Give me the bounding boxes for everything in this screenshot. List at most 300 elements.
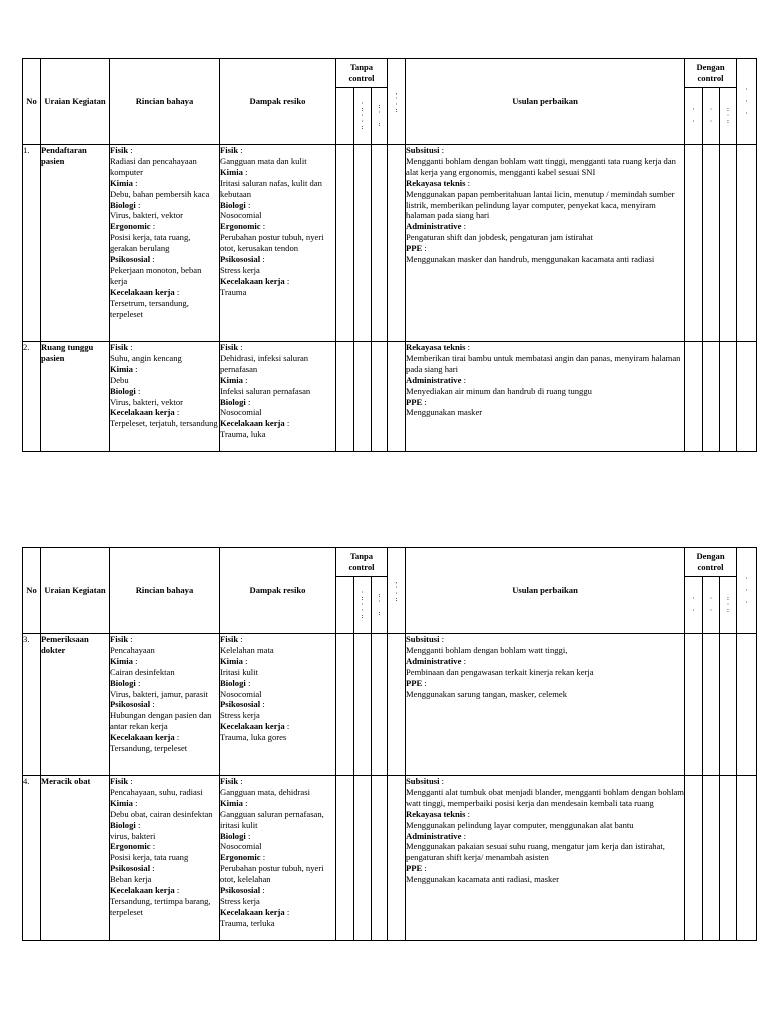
list-entry <box>220 699 335 710</box>
empty-score-cell <box>336 145 354 342</box>
empty-score-cell <box>354 342 372 452</box>
entry-heading: Kimia <box>220 374 243 385</box>
list-entry <box>110 798 219 809</box>
entry-text: Pengaturan shift dan jobdesk, pengaturan jam istirahat <box>406 232 593 243</box>
header-rincian: Rincian bahaya <box>110 548 220 634</box>
table-row <box>23 145 757 342</box>
row-usulan-perbaikan <box>406 634 685 776</box>
entry-colon: : <box>284 275 290 286</box>
list-entry <box>110 145 219 156</box>
row-rincian-bahaya <box>110 776 220 941</box>
entry-text: Cairan desinfektan <box>110 666 175 677</box>
entry-heading: Kimia <box>220 166 243 177</box>
entry-heading: PPE <box>406 396 423 407</box>
entry-colon: : <box>260 254 265 265</box>
table-row <box>23 342 757 452</box>
list-entry <box>406 831 684 842</box>
list-entry <box>220 831 335 842</box>
entry-heading: Fisik <box>220 145 239 155</box>
list-entry <box>110 200 219 211</box>
empty-score-cell <box>720 776 737 941</box>
empty-score-cell <box>685 145 703 342</box>
entry-text: Trauma <box>220 286 247 297</box>
empty-score-cell <box>720 634 737 776</box>
entry-colon: : <box>242 797 248 808</box>
empty-score-cell <box>703 634 720 776</box>
entry-colon: : <box>135 199 141 210</box>
header-sub-3: : · : <box>372 577 388 634</box>
entry-heading: Fisik <box>110 342 129 352</box>
list-entry <box>406 178 684 189</box>
empty-score-cell <box>372 342 388 452</box>
entry-heading: Ergonomic <box>110 841 151 852</box>
entry-text: Menyediakan air minum dan handrub di ruang tunggu <box>406 385 592 396</box>
list-entry <box>110 678 219 689</box>
entry-colon: : <box>135 385 141 396</box>
entry-heading: Subsitusi <box>406 634 440 644</box>
entry-heading: Kecelakaan kerja <box>110 885 175 896</box>
row-rincian-bahaya <box>110 145 220 342</box>
row-rincian-bahaya <box>110 634 220 776</box>
entry-heading: PPE <box>406 677 423 688</box>
empty-score-cell <box>336 776 354 941</box>
entry-heading: Biologi <box>110 199 136 210</box>
entry-text: Perubahan postur tubuh, nyeri otot, kerusakan tendon <box>220 232 324 254</box>
list-entry <box>110 287 219 298</box>
header-sub-1 <box>336 577 354 634</box>
empty-score-cell <box>388 145 406 342</box>
entry-text: Virus, bakteri, vektor <box>110 396 183 407</box>
entry-text: Iritasi kulit <box>220 666 258 677</box>
entry-text: Tersetrum, tersandung, terpeleset <box>110 297 189 319</box>
entry-heading: Administrative <box>406 374 462 385</box>
row-usulan-perbaikan <box>406 776 685 941</box>
entry-colon: : <box>284 721 290 732</box>
entry-colon: : <box>128 634 133 644</box>
header-sub-4: · · <box>685 577 703 634</box>
row-dampak-resiko <box>220 342 336 452</box>
list-entry <box>110 841 219 852</box>
entry-text: Mengganti alat tumbuk obat menjadi blander, mengganti bohlam dengan bohlam watt tinggi, memperbaiki posisi kerja dan mendesain kembali tata ruang <box>406 786 684 808</box>
entry-text: Menggunakan kacamata anti radiasi, masker <box>406 874 559 885</box>
entry-colon: : <box>132 655 138 666</box>
row-dampak-resiko <box>220 776 336 941</box>
entry-colon: : <box>238 342 243 352</box>
entry-heading: Kecelakaan kerja <box>220 906 285 917</box>
entry-text: Mengganti bohlam dengan bohlam watt tinggi, <box>406 644 568 655</box>
list-entry <box>220 907 335 918</box>
header-sub-2: · : · · : <box>354 88 372 145</box>
entry-colon: : <box>150 254 155 265</box>
empty-score-cell <box>703 776 720 941</box>
entry-heading: Rekayasa teknis <box>406 177 466 188</box>
row-number: 2. <box>23 342 41 452</box>
entry-heading: Fisik <box>110 776 129 786</box>
entry-colon: : <box>422 863 427 874</box>
entry-colon: : <box>260 221 266 232</box>
empty-score-cell <box>703 342 720 452</box>
entry-text: Menggunakan masker <box>406 407 483 418</box>
entry-colon: : <box>284 906 290 917</box>
entry-heading: Biologi <box>220 677 246 688</box>
entry-text: Gangguan saluran pernafasan, iritasi kulit <box>220 808 324 830</box>
entry-heading: Rekayasa teknis <box>406 342 466 352</box>
list-entry <box>110 364 219 375</box>
list-entry <box>220 145 335 156</box>
empty-score-cell <box>372 776 388 941</box>
empty-score-cell <box>388 776 406 941</box>
entry-text: Dehidrasi, infeksi saluran pernafasan <box>220 352 309 374</box>
list-entry <box>406 375 684 386</box>
entry-colon: : <box>132 797 138 808</box>
entry-text: Trauma, luka gores <box>220 732 287 743</box>
entry-text: virus, bakteri <box>110 830 156 841</box>
list-entry <box>220 375 335 386</box>
list-entry <box>220 798 335 809</box>
entry-heading: Ergonomic <box>110 221 151 232</box>
empty-score-cell <box>703 145 720 342</box>
entry-heading: Kimia <box>110 655 133 666</box>
header-sub-1 <box>336 88 354 145</box>
entry-colon: : <box>150 699 155 710</box>
entry-colon: : <box>128 776 133 786</box>
entry-text: Nosocomial <box>220 407 262 418</box>
entry-heading: Subsitusi <box>406 145 440 155</box>
list-entry <box>110 178 219 189</box>
empty-score-cell <box>685 342 703 452</box>
list-entry <box>406 342 684 353</box>
entry-text: Iritasi saluran nafas, kulit dan kebutaan <box>220 177 322 199</box>
header-no: No <box>23 548 41 634</box>
entry-text: Pembinaan dan pengawasan terkait kinerja rekan kerja <box>406 666 594 677</box>
list-entry <box>110 254 219 265</box>
list-entry <box>406 809 684 820</box>
entry-text: Suhu, angin kencang <box>110 352 182 363</box>
entry-heading: Kecelakaan kerja <box>110 732 175 743</box>
entry-heading: Administrative <box>406 830 462 841</box>
entry-colon: : <box>242 655 248 666</box>
entry-text: Debu <box>110 374 129 385</box>
list-entry <box>110 221 219 232</box>
entry-colon: : <box>128 145 133 155</box>
entry-text: Pekerjaan monoton, beban kerja <box>110 264 202 286</box>
entry-colon: : <box>135 677 141 688</box>
entry-text: Posisi kerja, tata ruang, gerakan berulang <box>110 232 191 254</box>
entry-colon: : <box>150 863 155 874</box>
table-row <box>23 634 757 776</box>
entry-colon: : <box>238 634 243 644</box>
entry-text: Menggunakan masker dan handrub, menggunakan kacamata anti radiasi <box>406 254 655 265</box>
header-sub-2: · : · · : <box>354 577 372 634</box>
header-sub-6: : · : <box>720 577 737 634</box>
entry-text: Radiasi dan pencahayaan komputer <box>110 155 197 177</box>
entry-text: Virus, bakteri, jamur, parasit <box>110 688 208 699</box>
list-entry <box>110 634 219 645</box>
entry-heading: Ergonomic <box>220 221 261 232</box>
entry-colon: : <box>461 221 466 232</box>
row-dampak-resiko <box>220 145 336 342</box>
list-entry <box>110 656 219 667</box>
entry-heading: Psikososial <box>220 699 261 710</box>
entry-text: Stress kerja <box>220 264 260 275</box>
row-kegiatan: Pemeriksaan dokter <box>41 634 110 776</box>
list-entry <box>220 200 335 211</box>
row-kegiatan: Meracik obat <box>41 776 110 941</box>
entry-heading: Biologi <box>220 830 246 841</box>
entry-colon: : <box>260 885 265 896</box>
header-tanpa-control: Tanpa control <box>336 548 388 577</box>
entry-colon: : <box>245 830 251 841</box>
entry-colon: : <box>439 776 445 786</box>
empty-score-cell <box>372 145 388 342</box>
entry-colon: : <box>245 199 251 210</box>
entry-text: Nosocomial <box>220 210 262 221</box>
empty-score-cell <box>354 634 372 776</box>
entry-text: Nosocomial <box>220 841 262 852</box>
list-entry <box>220 221 335 232</box>
entry-colon: : <box>461 830 466 841</box>
empty-score-cell <box>737 342 757 452</box>
entry-text: Debu obat, cairan desinfektan <box>110 808 213 819</box>
entry-colon: : <box>260 852 266 863</box>
entry-colon: : <box>135 819 141 830</box>
list-entry <box>406 145 684 156</box>
list-entry <box>220 656 335 667</box>
row-kegiatan: Pendaftaran pasien <box>41 145 110 342</box>
entry-text: Kelelahan mata <box>220 644 274 655</box>
entry-colon: : <box>242 166 248 177</box>
entry-text: Stress kerja <box>220 895 260 906</box>
entry-colon: : <box>150 841 156 852</box>
row-kegiatan: Ruang tunggu pasien <box>41 342 110 452</box>
entry-heading: PPE <box>406 243 423 254</box>
list-entry <box>110 732 219 743</box>
entry-text: Memberikan tirai bambu untuk membatasi angin dan panas, menyiram halaman pada siang hari <box>406 352 681 374</box>
list-entry <box>220 397 335 408</box>
list-entry <box>406 243 684 254</box>
entry-colon: : <box>132 363 138 374</box>
list-entry <box>406 776 684 787</box>
entry-colon: : <box>260 699 265 710</box>
list-entry <box>220 276 335 287</box>
header-sub-5: · · <box>703 577 720 634</box>
entry-text: Beban kerja <box>110 874 152 885</box>
empty-score-cell <box>336 634 354 776</box>
entry-heading: Psikososial <box>110 699 151 710</box>
entry-heading: Kimia <box>110 363 133 374</box>
empty-score-cell <box>388 342 406 452</box>
hazard-table-2 <box>22 547 757 941</box>
entry-heading: Kecelakaan kerja <box>110 407 175 418</box>
entry-colon: : <box>132 177 138 188</box>
entry-heading: PPE <box>406 863 423 874</box>
row-dampak-resiko <box>220 634 336 776</box>
entry-heading: Psikososial <box>110 863 151 874</box>
entry-heading: Administrative <box>406 655 462 666</box>
empty-score-cell <box>720 342 737 452</box>
list-entry <box>220 167 335 178</box>
entry-colon: : <box>422 243 427 254</box>
entry-colon: : <box>439 634 445 644</box>
entry-heading: Biologi <box>110 677 136 688</box>
empty-score-cell <box>388 634 406 776</box>
header-usulan: Usulan perbaikan <box>406 548 685 634</box>
entry-heading: Fisik <box>220 342 239 352</box>
entry-heading: Subsitusi <box>406 776 440 786</box>
empty-score-cell <box>354 776 372 941</box>
entry-heading: Psikososial <box>110 254 151 265</box>
entry-text: Nosocomial <box>220 688 262 699</box>
entry-colon: : <box>245 677 251 688</box>
row-usulan-perbaikan <box>406 342 685 452</box>
header-no: No <box>23 59 41 145</box>
entry-heading: Biologi <box>220 396 246 407</box>
entry-text: Menggunakan sarung tangan, masker, celemek <box>406 688 568 699</box>
entry-colon: : <box>465 177 471 188</box>
entry-text: Menggunakan pelindung layar computer, menggunakan alat bantu <box>406 819 634 830</box>
entry-text: Terpeleset, terjatuh, tersandung <box>110 418 218 429</box>
entry-text: Debu, bahan pembersih kaca <box>110 188 210 199</box>
list-entry <box>220 852 335 863</box>
header-tanpa-control: Tanpa control <box>336 59 388 88</box>
entry-heading: Ergonomic <box>220 852 261 863</box>
empty-score-cell <box>372 634 388 776</box>
entry-colon: : <box>150 221 156 232</box>
header-risk-col: , · · : <box>388 548 406 634</box>
empty-score-cell <box>354 145 372 342</box>
entry-heading: Fisik <box>110 145 129 155</box>
list-entry <box>110 407 219 418</box>
header-uraian: Uraian Kegiatan <box>41 548 110 634</box>
entry-heading: Rekayasa teknis <box>406 808 466 819</box>
list-entry <box>220 776 335 787</box>
header-risk-col-2: · · · <box>737 59 757 145</box>
list-entry <box>220 254 335 265</box>
entry-text: Virus, bakteri, vektor <box>110 210 183 221</box>
header-risk-col: , · · : <box>388 59 406 145</box>
entry-text: Gangguan mata dan kulit <box>220 155 307 166</box>
entry-colon: : <box>461 655 466 666</box>
entry-colon: : <box>439 145 445 155</box>
entry-colon: : <box>174 286 180 297</box>
entry-colon: : <box>174 732 180 743</box>
entry-colon: : <box>238 776 243 786</box>
entry-heading: Fisik <box>220 776 239 786</box>
list-entry <box>406 634 684 645</box>
header-sub-5: · · <box>703 88 720 145</box>
entry-text: Menggunakan pakaian sesuai suhu ruang, mengatur jam kerja dan istirahat, pengaturan shift kerja/ menambah asisten <box>406 841 665 863</box>
entry-colon: : <box>242 374 248 385</box>
list-entry <box>220 678 335 689</box>
entry-text: Mengganti bohlam dengan bohlam watt tinggi, mengganti tata ruang kerja dan alat kerja yang ergonomis, mengganti kabel sesuai SNI <box>406 155 676 177</box>
list-entry <box>220 634 335 645</box>
entry-text: Perubahan postur tubuh, nyeri otot, kelelahan <box>220 863 324 885</box>
empty-score-cell <box>685 634 703 776</box>
header-dengan-control: Dengan control <box>685 59 737 88</box>
header-sub-6: : · : <box>720 88 737 145</box>
empty-score-cell <box>737 145 757 342</box>
entry-colon: : <box>461 374 466 385</box>
entry-heading: Kimia <box>110 177 133 188</box>
header-usulan: Usulan perbaikan <box>406 59 685 145</box>
entry-heading: Psikososial <box>220 254 261 265</box>
entry-heading: Biologi <box>110 819 136 830</box>
entry-colon: : <box>465 808 471 819</box>
entry-heading: Kecelakaan kerja <box>220 275 285 286</box>
table-row <box>23 776 757 941</box>
list-entry <box>110 342 219 353</box>
row-number: 1. <box>23 145 41 342</box>
entry-colon: : <box>128 342 133 352</box>
row-rincian-bahaya <box>110 342 220 452</box>
list-entry <box>406 656 684 667</box>
entry-colon: : <box>284 418 290 429</box>
entry-text: Tersandung, tertimpa barang, terpeleset <box>110 895 211 917</box>
entry-colon: : <box>238 145 243 155</box>
empty-score-cell <box>737 634 757 776</box>
entry-heading: Kecelakaan kerja <box>220 721 285 732</box>
row-number: 4. <box>23 776 41 941</box>
header-sub-3: : · : <box>372 88 388 145</box>
entry-text: Posisi kerja, tata ruang <box>110 852 189 863</box>
entry-text: Trauma, terluka <box>220 917 275 928</box>
list-entry <box>406 863 684 874</box>
entry-text: Gangguan mata, dehidrasi <box>220 786 310 797</box>
entry-text: Trauma, luka <box>220 429 266 440</box>
list-entry <box>110 776 219 787</box>
list-entry <box>406 678 684 689</box>
entry-colon: : <box>422 677 427 688</box>
entry-heading: Administrative <box>406 221 462 232</box>
empty-score-cell <box>720 145 737 342</box>
entry-colon: : <box>174 885 180 896</box>
list-entry <box>220 342 335 353</box>
entry-text: Stress kerja <box>220 710 260 721</box>
entry-colon: : <box>174 407 180 418</box>
entry-text: Hubungan dengan pasien dan antar rekan kerja <box>110 710 212 732</box>
empty-score-cell <box>685 776 703 941</box>
entry-heading: Kimia <box>220 655 243 666</box>
header-rincian: Rincian bahaya <box>110 59 220 145</box>
hazard-table-1 <box>22 58 757 452</box>
entry-text: Menggunakan papan pemberitahuan lantai licin, menutup / memindah sumber listrik, memberikan pelindung layar computer, penyekat kaca, menyiram halaman pada siang hari <box>406 188 675 221</box>
header-dampak: Dampak resiko <box>220 548 336 634</box>
entry-heading: Fisik <box>220 634 239 644</box>
entry-heading: Fisik <box>110 634 129 644</box>
list-entry <box>110 885 219 896</box>
entry-heading: Psikososial <box>220 885 261 896</box>
entry-heading: Kecelakaan kerja <box>220 418 285 429</box>
list-entry <box>110 386 219 397</box>
entry-heading: Biologi <box>220 199 246 210</box>
entry-colon: : <box>422 396 427 407</box>
entry-colon: : <box>465 342 471 352</box>
entry-text: Pencahayaan, suhu, radiasi <box>110 786 203 797</box>
header-dampak: Dampak resiko <box>220 59 336 145</box>
list-entry <box>406 397 684 408</box>
list-entry <box>110 699 219 710</box>
entry-text: Infeksi saluran pernafasan <box>220 385 311 396</box>
empty-score-cell <box>336 342 354 452</box>
row-number: 3. <box>23 634 41 776</box>
entry-colon: : <box>245 396 251 407</box>
entry-heading: Kecelakaan kerja <box>110 286 175 297</box>
header-sub-4: · · <box>685 88 703 145</box>
list-entry <box>110 820 219 831</box>
list-entry <box>220 418 335 429</box>
entry-text: Tersandung, terpeleset <box>110 743 188 754</box>
row-usulan-perbaikan <box>406 145 685 342</box>
